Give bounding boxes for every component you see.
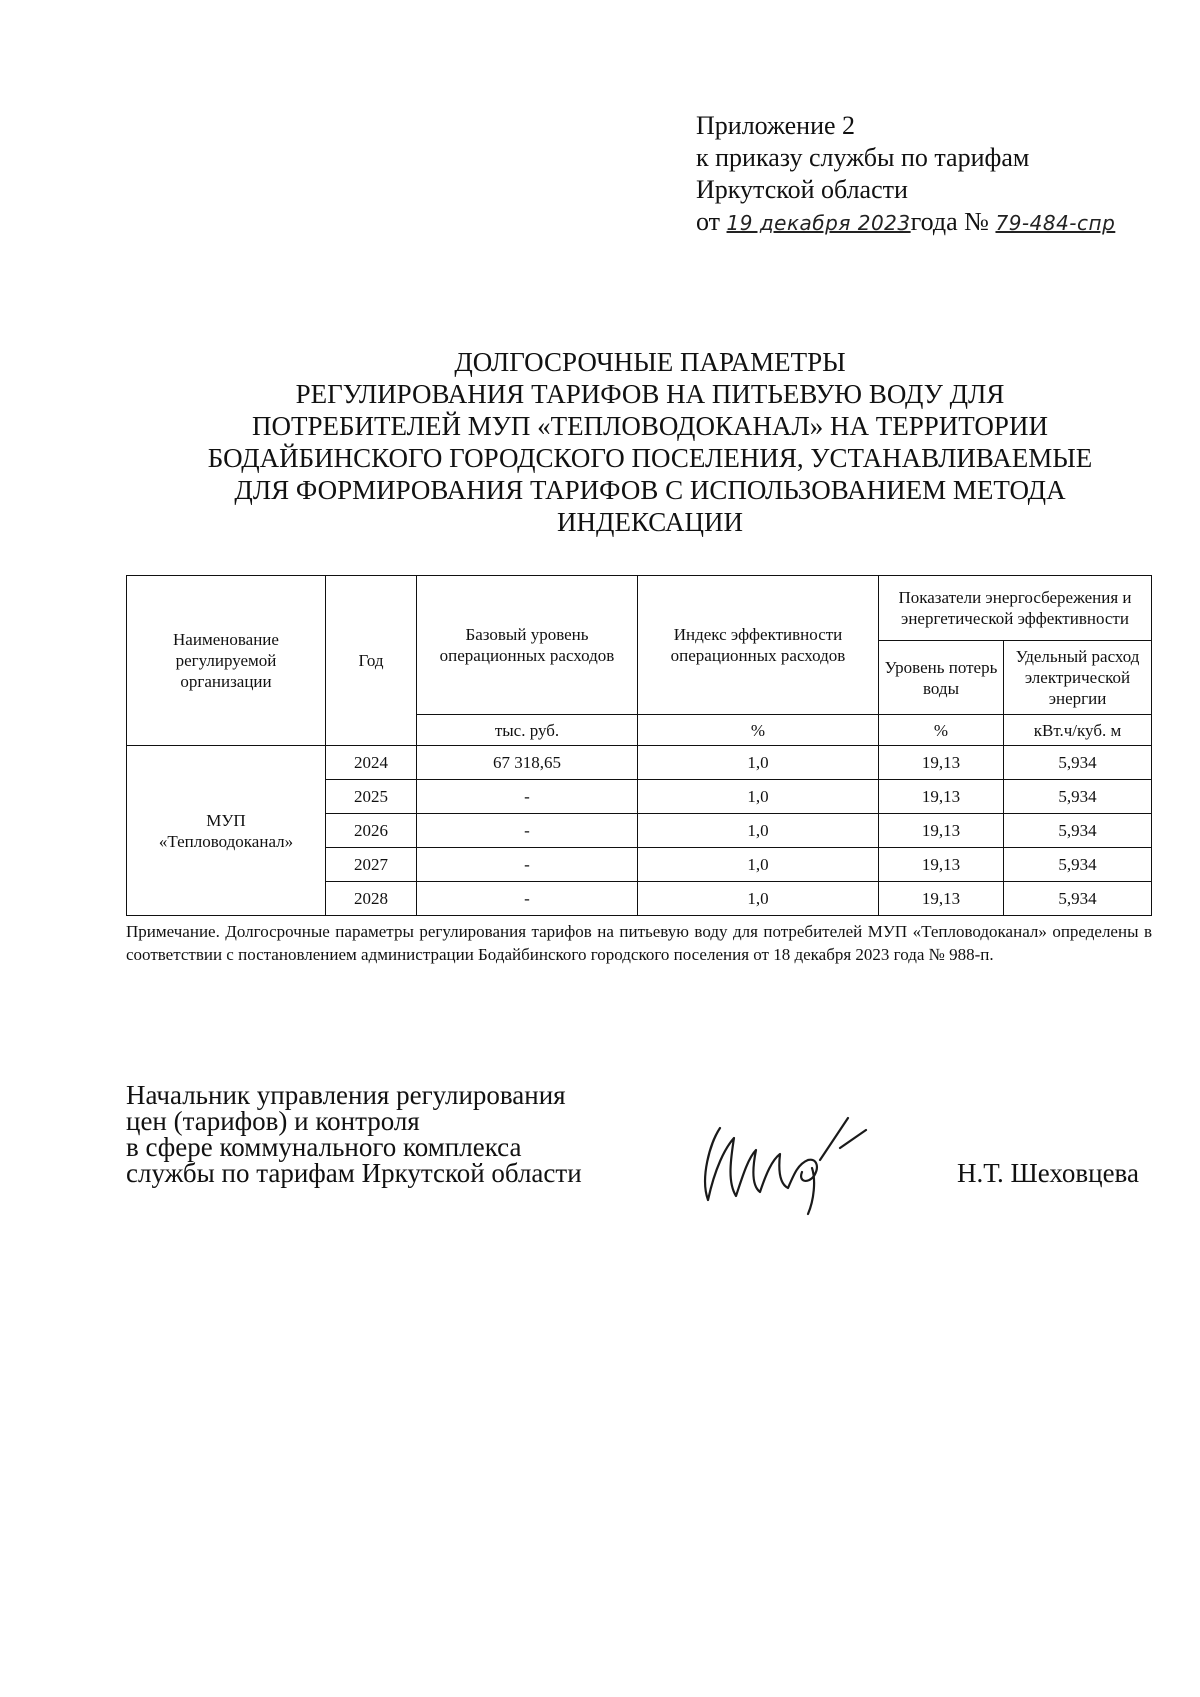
unit-specific: кВт.ч/куб. м [1004, 715, 1152, 746]
position-line: в сфере коммунального комплекса [126, 1132, 522, 1162]
cell-year: 2026 [326, 814, 417, 848]
appendix-header [696, 110, 1115, 239]
cell-index: 1,0 [638, 746, 879, 780]
cell-year: 2028 [326, 882, 417, 916]
handwritten-order-number: 79-484-спр [995, 211, 1116, 235]
header-base: Базовый уровень операционных расходов [417, 576, 638, 715]
cell-specific: 5,934 [1004, 848, 1152, 882]
header-org: Наименование регулируемой организации [127, 576, 326, 746]
handwritten-signature-icon [690, 1108, 900, 1218]
cell-specific: 5,934 [1004, 814, 1152, 848]
cell-loss: 19,13 [879, 882, 1004, 916]
cell-base: - [417, 780, 638, 814]
org-name-cell [127, 746, 326, 916]
cell-year: 2025 [326, 780, 417, 814]
unit-base: тыс. руб. [417, 715, 638, 746]
parameters-table [126, 575, 1152, 916]
header-specific: Удельный расход электрической энергии [1004, 641, 1152, 715]
cell-base: - [417, 814, 638, 848]
cell-specific: 5,934 [1004, 746, 1152, 780]
appendix-order-ref: к приказу службы по тарифам [696, 143, 1030, 172]
unit-index: % [638, 715, 879, 746]
position-line: службы по тарифам Иркутской области [126, 1158, 582, 1188]
cell-base: - [417, 882, 638, 916]
appendix-region: Иркутской области [696, 175, 908, 204]
cell-year: 2024 [326, 746, 417, 780]
cell-loss: 19,13 [879, 746, 1004, 780]
cell-specific: 5,934 [1004, 780, 1152, 814]
appendix-number: Приложение 2 [696, 111, 856, 140]
position-line: цен (тарифов) и контроля [126, 1106, 420, 1136]
cell-index: 1,0 [638, 848, 879, 882]
header-index: Индекс эффективности операционных расходов [638, 576, 879, 715]
cell-loss: 19,13 [879, 814, 1004, 848]
title-line: РЕГУЛИРОВАНИЯ ТАРИФОВ НА ПИТЬЕВУЮ ВОДУ ДЛЯ [295, 379, 1005, 409]
title-line: ДОЛГОСРОЧНЫЕ ПАРАМЕТРЫ [454, 347, 846, 377]
cell-index: 1,0 [638, 882, 879, 916]
title-line: ИНДЕКСАЦИИ [557, 507, 743, 537]
appendix-date-line [696, 206, 1115, 239]
table-note: Примечание. Долгосрочные параметры регулирования тарифов на питьевую воду для потребителей МУП «Тепловодоканал» определены в соответствии с постановлением администрации Бодайбинского городского поселения от 18 декабря 2023 года № 988-п. [126, 922, 1152, 964]
title-line: ПОТРЕБИТЕЛЕЙ МУП «ТЕПЛОВОДОКАНАЛ» НА ТЕРРИТОРИИ [252, 411, 1048, 441]
signatory-name: Н.Т. Шеховцева [957, 1158, 1139, 1188]
cell-index: 1,0 [638, 814, 879, 848]
header-row [127, 576, 1152, 641]
document-title [150, 346, 1150, 538]
cell-index: 1,0 [638, 780, 879, 814]
header-year: Год [326, 576, 417, 746]
cell-specific: 5,934 [1004, 882, 1152, 916]
title-line: ДЛЯ ФОРМИРОВАНИЯ ТАРИФОВ С ИСПОЛЬЗОВАНИЕМ МЕТОДА [234, 475, 1066, 505]
signatory-position [126, 1082, 582, 1186]
org-name-line: МУП [206, 810, 246, 830]
handwritten-date: 19 декабря 2023 [726, 211, 911, 235]
header-energy-group: Показатели энергосбережения и энергетической эффективности [879, 576, 1152, 641]
unit-loss: % [879, 715, 1004, 746]
header-loss: Уровень потерь воды [879, 641, 1004, 715]
cell-year: 2027 [326, 848, 417, 882]
cell-loss: 19,13 [879, 848, 1004, 882]
table-row [127, 746, 1152, 780]
cell-base: 67 318,65 [417, 746, 638, 780]
cell-base: - [417, 848, 638, 882]
year-number-label: года № [910, 207, 989, 236]
org-name-line: «Тепловодоканал» [158, 831, 294, 851]
cell-loss: 19,13 [879, 780, 1004, 814]
position-line: Начальник управления регулирования [126, 1080, 566, 1110]
from-prefix: от [696, 207, 721, 236]
title-line: БОДАЙБИНСКОГО ГОРОДСКОГО ПОСЕЛЕНИЯ, УСТАНАВЛИВАЕМЫЕ [207, 443, 1093, 473]
